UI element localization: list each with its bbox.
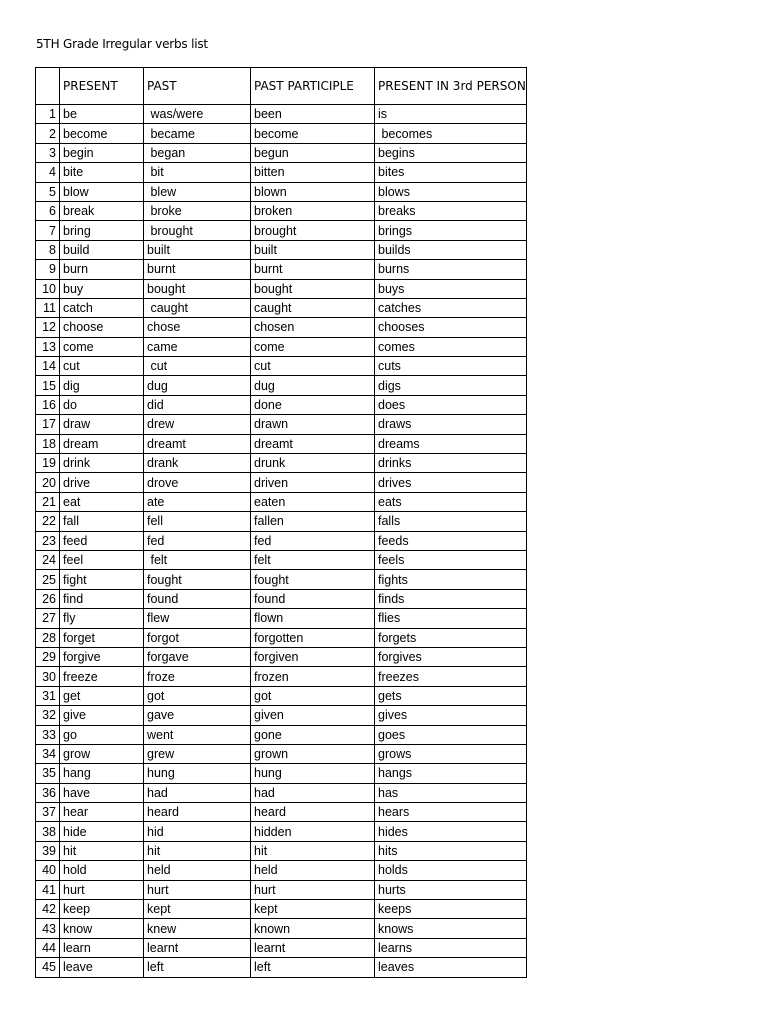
table-row xyxy=(36,221,527,240)
past-cell: gave xyxy=(144,706,251,725)
past-cell: blew xyxy=(144,182,251,201)
past-participle-cell: cut xyxy=(251,357,375,376)
present-cell: bring xyxy=(60,221,144,240)
past-participle-cell: flown xyxy=(251,609,375,628)
past-participle-cell: hidden xyxy=(251,822,375,841)
present-cell: build xyxy=(60,240,144,259)
row-number: 9 xyxy=(36,260,60,279)
past-cell: was/were xyxy=(144,105,251,124)
past-cell: built xyxy=(144,240,251,259)
present-cell: get xyxy=(60,686,144,705)
present-cell: dig xyxy=(60,376,144,395)
past-participle-cell: dug xyxy=(251,376,375,395)
past-participle-cell: hurt xyxy=(251,880,375,899)
row-number: 28 xyxy=(36,628,60,647)
row-number: 14 xyxy=(36,357,60,376)
row-number: 24 xyxy=(36,550,60,569)
row-number: 42 xyxy=(36,900,60,919)
past-participle-cell: fallen xyxy=(251,512,375,531)
table-row xyxy=(36,628,527,647)
past-participle-cell: got xyxy=(251,686,375,705)
past-cell: got xyxy=(144,686,251,705)
past-participle-cell: left xyxy=(251,958,375,977)
table-row xyxy=(36,550,527,569)
present-cell: catch xyxy=(60,298,144,317)
table-row xyxy=(36,938,527,957)
past-participle-cell: bought xyxy=(251,279,375,298)
present-3rd-person-cell: hurts xyxy=(375,880,527,899)
row-number: 29 xyxy=(36,647,60,666)
table-row xyxy=(36,589,527,608)
past-cell: held xyxy=(144,861,251,880)
past-participle-cell: felt xyxy=(251,550,375,569)
present-3rd-person-cell: begins xyxy=(375,143,527,162)
present-3rd-person-cell: burns xyxy=(375,260,527,279)
past-participle-cell: hung xyxy=(251,764,375,783)
present-3rd-person-cell: learns xyxy=(375,938,527,957)
past-participle-cell: fought xyxy=(251,570,375,589)
present-cell: be xyxy=(60,105,144,124)
row-number: 36 xyxy=(36,783,60,802)
row-number: 34 xyxy=(36,744,60,763)
present-cell: bite xyxy=(60,163,144,182)
table-body xyxy=(36,105,527,978)
row-number: 25 xyxy=(36,570,60,589)
present-3rd-person-cell: dreams xyxy=(375,434,527,453)
table-row xyxy=(36,880,527,899)
past-cell: forgave xyxy=(144,647,251,666)
past-participle-cell: eaten xyxy=(251,492,375,511)
present-3rd-person-cell: hangs xyxy=(375,764,527,783)
past-participle-cell: begun xyxy=(251,143,375,162)
present-cell: learn xyxy=(60,938,144,957)
past-cell: broke xyxy=(144,201,251,220)
row-number: 32 xyxy=(36,706,60,725)
past-cell: dreamt xyxy=(144,434,251,453)
past-participle-cell: drawn xyxy=(251,415,375,434)
present-cell: do xyxy=(60,395,144,414)
present-3rd-person-cell: leaves xyxy=(375,958,527,977)
present-3rd-person-cell: gives xyxy=(375,706,527,725)
present-cell: leave xyxy=(60,958,144,977)
table-row xyxy=(36,143,527,162)
past-cell: hit xyxy=(144,841,251,860)
present-3rd-person-cell: knows xyxy=(375,919,527,938)
row-number: 23 xyxy=(36,531,60,550)
present-3rd-person-cell: hits xyxy=(375,841,527,860)
past-participle-cell: forgotten xyxy=(251,628,375,647)
table-row xyxy=(36,376,527,395)
table-row xyxy=(36,570,527,589)
table-row xyxy=(36,279,527,298)
present-cell: hide xyxy=(60,822,144,841)
past-participle-cell: done xyxy=(251,395,375,414)
past-cell: drew xyxy=(144,415,251,434)
table-row xyxy=(36,686,527,705)
row-number: 38 xyxy=(36,822,60,841)
present-cell: fight xyxy=(60,570,144,589)
present-cell: blow xyxy=(60,182,144,201)
table-row xyxy=(36,822,527,841)
present-3rd-person-cell: breaks xyxy=(375,201,527,220)
table-row xyxy=(36,357,527,376)
present-cell: draw xyxy=(60,415,144,434)
present-3rd-person-cell: digs xyxy=(375,376,527,395)
row-number: 6 xyxy=(36,201,60,220)
present-3rd-person-cell: gets xyxy=(375,686,527,705)
table-row xyxy=(36,512,527,531)
table-row xyxy=(36,900,527,919)
row-number: 40 xyxy=(36,861,60,880)
past-participle-cell: drunk xyxy=(251,454,375,473)
present-cell: find xyxy=(60,589,144,608)
past-participle-cell: driven xyxy=(251,473,375,492)
row-number: 2 xyxy=(36,124,60,143)
table-row xyxy=(36,647,527,666)
past-participle-cell: built xyxy=(251,240,375,259)
past-cell: bit xyxy=(144,163,251,182)
table-row xyxy=(36,803,527,822)
past-participle-cell: blown xyxy=(251,182,375,201)
present-3rd-person-cell: drives xyxy=(375,473,527,492)
table-row xyxy=(36,919,527,938)
past-cell: heard xyxy=(144,803,251,822)
table-row xyxy=(36,434,527,453)
present-3rd-person-cell: finds xyxy=(375,589,527,608)
present-cell: know xyxy=(60,919,144,938)
present-3rd-person-cell: freezes xyxy=(375,667,527,686)
row-number: 7 xyxy=(36,221,60,240)
past-cell: grew xyxy=(144,744,251,763)
header-number xyxy=(36,68,60,105)
present-cell: feel xyxy=(60,550,144,569)
irregular-verbs-table xyxy=(35,67,527,978)
past-cell: learnt xyxy=(144,938,251,957)
present-cell: choose xyxy=(60,318,144,337)
table-row xyxy=(36,764,527,783)
present-cell: have xyxy=(60,783,144,802)
past-participle-cell: been xyxy=(251,105,375,124)
past-cell: became xyxy=(144,124,251,143)
present-3rd-person-cell: brings xyxy=(375,221,527,240)
present-3rd-person-cell: cuts xyxy=(375,357,527,376)
present-cell: grow xyxy=(60,744,144,763)
row-number: 33 xyxy=(36,725,60,744)
present-3rd-person-cell: comes xyxy=(375,337,527,356)
past-cell: found xyxy=(144,589,251,608)
table-row xyxy=(36,958,527,977)
table-row xyxy=(36,667,527,686)
past-cell: knew xyxy=(144,919,251,938)
present-cell: fly xyxy=(60,609,144,628)
past-cell: dug xyxy=(144,376,251,395)
table-row xyxy=(36,706,527,725)
row-number: 10 xyxy=(36,279,60,298)
table-row xyxy=(36,337,527,356)
past-participle-cell: bitten xyxy=(251,163,375,182)
past-participle-cell: heard xyxy=(251,803,375,822)
row-number: 20 xyxy=(36,473,60,492)
table-row xyxy=(36,163,527,182)
past-cell: began xyxy=(144,143,251,162)
past-cell: cut xyxy=(144,357,251,376)
present-3rd-person-cell: drinks xyxy=(375,454,527,473)
row-number: 21 xyxy=(36,492,60,511)
row-number: 22 xyxy=(36,512,60,531)
present-cell: go xyxy=(60,725,144,744)
past-cell: hung xyxy=(144,764,251,783)
present-cell: cut xyxy=(60,357,144,376)
past-cell: hurt xyxy=(144,880,251,899)
past-cell: did xyxy=(144,395,251,414)
past-cell: fed xyxy=(144,531,251,550)
present-cell: hang xyxy=(60,764,144,783)
past-participle-cell: caught xyxy=(251,298,375,317)
past-cell: chose xyxy=(144,318,251,337)
past-participle-cell: had xyxy=(251,783,375,802)
past-cell: felt xyxy=(144,550,251,569)
row-number: 45 xyxy=(36,958,60,977)
row-number: 44 xyxy=(36,938,60,957)
table-header-row xyxy=(36,68,527,105)
row-number: 11 xyxy=(36,298,60,317)
past-cell: forgot xyxy=(144,628,251,647)
present-3rd-person-cell: is xyxy=(375,105,527,124)
past-participle-cell: found xyxy=(251,589,375,608)
past-participle-cell: dreamt xyxy=(251,434,375,453)
present-3rd-person-cell: has xyxy=(375,783,527,802)
present-cell: eat xyxy=(60,492,144,511)
present-3rd-person-cell: draws xyxy=(375,415,527,434)
row-number: 30 xyxy=(36,667,60,686)
row-number: 31 xyxy=(36,686,60,705)
present-3rd-person-cell: builds xyxy=(375,240,527,259)
row-number: 41 xyxy=(36,880,60,899)
past-cell: ate xyxy=(144,492,251,511)
past-participle-cell: forgiven xyxy=(251,647,375,666)
table-row xyxy=(36,240,527,259)
past-cell: drove xyxy=(144,473,251,492)
table-row xyxy=(36,260,527,279)
row-number: 5 xyxy=(36,182,60,201)
past-cell: drank xyxy=(144,454,251,473)
past-cell: flew xyxy=(144,609,251,628)
present-cell: hold xyxy=(60,861,144,880)
present-3rd-person-cell: falls xyxy=(375,512,527,531)
row-number: 35 xyxy=(36,764,60,783)
row-number: 19 xyxy=(36,454,60,473)
row-number: 37 xyxy=(36,803,60,822)
present-3rd-person-cell: goes xyxy=(375,725,527,744)
present-3rd-person-cell: forgives xyxy=(375,647,527,666)
present-cell: hit xyxy=(60,841,144,860)
row-number: 1 xyxy=(36,105,60,124)
past-participle-cell: chosen xyxy=(251,318,375,337)
row-number: 12 xyxy=(36,318,60,337)
present-cell: keep xyxy=(60,900,144,919)
past-participle-cell: become xyxy=(251,124,375,143)
present-cell: begin xyxy=(60,143,144,162)
past-cell: caught xyxy=(144,298,251,317)
table-row xyxy=(36,531,527,550)
present-3rd-person-cell: blows xyxy=(375,182,527,201)
table-row xyxy=(36,609,527,628)
past-participle-cell: come xyxy=(251,337,375,356)
past-cell: brought xyxy=(144,221,251,240)
present-3rd-person-cell: bites xyxy=(375,163,527,182)
past-participle-cell: learnt xyxy=(251,938,375,957)
present-3rd-person-cell: feels xyxy=(375,550,527,569)
past-cell: kept xyxy=(144,900,251,919)
table-row xyxy=(36,725,527,744)
table-row xyxy=(36,395,527,414)
present-cell: drive xyxy=(60,473,144,492)
table-row xyxy=(36,105,527,124)
past-cell: froze xyxy=(144,667,251,686)
present-3rd-person-cell: forgets xyxy=(375,628,527,647)
table-row xyxy=(36,201,527,220)
present-cell: buy xyxy=(60,279,144,298)
present-cell: become xyxy=(60,124,144,143)
past-participle-cell: hit xyxy=(251,841,375,860)
document-title: 5TH Grade Irregular verbs list xyxy=(36,37,208,51)
table-row xyxy=(36,861,527,880)
present-3rd-person-cell: does xyxy=(375,395,527,414)
past-cell: hid xyxy=(144,822,251,841)
past-cell: fell xyxy=(144,512,251,531)
table-row xyxy=(36,454,527,473)
present-3rd-person-cell: keeps xyxy=(375,900,527,919)
header-past-participle: PAST PARTICIPLE xyxy=(251,68,375,105)
present-3rd-person-cell: catches xyxy=(375,298,527,317)
table-row xyxy=(36,124,527,143)
table-row xyxy=(36,473,527,492)
table-row xyxy=(36,298,527,317)
row-number: 15 xyxy=(36,376,60,395)
past-participle-cell: frozen xyxy=(251,667,375,686)
present-cell: hear xyxy=(60,803,144,822)
row-number: 18 xyxy=(36,434,60,453)
past-participle-cell: grown xyxy=(251,744,375,763)
present-3rd-person-cell: hears xyxy=(375,803,527,822)
past-participle-cell: known xyxy=(251,919,375,938)
table-row xyxy=(36,783,527,802)
past-cell: bought xyxy=(144,279,251,298)
row-number: 4 xyxy=(36,163,60,182)
table-row xyxy=(36,182,527,201)
row-number: 43 xyxy=(36,919,60,938)
present-cell: fall xyxy=(60,512,144,531)
present-3rd-person-cell: fights xyxy=(375,570,527,589)
row-number: 16 xyxy=(36,395,60,414)
row-number: 13 xyxy=(36,337,60,356)
present-cell: burn xyxy=(60,260,144,279)
present-3rd-person-cell: feeds xyxy=(375,531,527,550)
table-row xyxy=(36,415,527,434)
row-number: 26 xyxy=(36,589,60,608)
past-participle-cell: burnt xyxy=(251,260,375,279)
present-3rd-person-cell: flies xyxy=(375,609,527,628)
table-row xyxy=(36,492,527,511)
present-cell: feed xyxy=(60,531,144,550)
present-cell: drink xyxy=(60,454,144,473)
row-number: 3 xyxy=(36,143,60,162)
present-3rd-person-cell: becomes xyxy=(375,124,527,143)
present-cell: forgive xyxy=(60,647,144,666)
header-past: PAST xyxy=(144,68,251,105)
table-row xyxy=(36,841,527,860)
present-3rd-person-cell: chooses xyxy=(375,318,527,337)
present-3rd-person-cell: hides xyxy=(375,822,527,841)
past-participle-cell: kept xyxy=(251,900,375,919)
present-cell: freeze xyxy=(60,667,144,686)
past-participle-cell: fed xyxy=(251,531,375,550)
table-row xyxy=(36,744,527,763)
past-cell: came xyxy=(144,337,251,356)
present-3rd-person-cell: grows xyxy=(375,744,527,763)
past-participle-cell: gone xyxy=(251,725,375,744)
past-cell: burnt xyxy=(144,260,251,279)
present-cell: hurt xyxy=(60,880,144,899)
present-cell: give xyxy=(60,706,144,725)
present-cell: come xyxy=(60,337,144,356)
present-cell: break xyxy=(60,201,144,220)
past-cell: left xyxy=(144,958,251,977)
present-cell: forget xyxy=(60,628,144,647)
past-participle-cell: given xyxy=(251,706,375,725)
present-3rd-person-cell: buys xyxy=(375,279,527,298)
past-participle-cell: brought xyxy=(251,221,375,240)
past-participle-cell: broken xyxy=(251,201,375,220)
header-present: PRESENT xyxy=(60,68,144,105)
present-cell: dream xyxy=(60,434,144,453)
row-number: 8 xyxy=(36,240,60,259)
header-present-3rd-person: PRESENT IN 3rd PERSON xyxy=(375,68,527,105)
past-cell: fought xyxy=(144,570,251,589)
row-number: 39 xyxy=(36,841,60,860)
present-3rd-person-cell: eats xyxy=(375,492,527,511)
present-3rd-person-cell: holds xyxy=(375,861,527,880)
past-cell: went xyxy=(144,725,251,744)
table-row xyxy=(36,318,527,337)
past-cell: had xyxy=(144,783,251,802)
past-participle-cell: held xyxy=(251,861,375,880)
row-number: 17 xyxy=(36,415,60,434)
row-number: 27 xyxy=(36,609,60,628)
